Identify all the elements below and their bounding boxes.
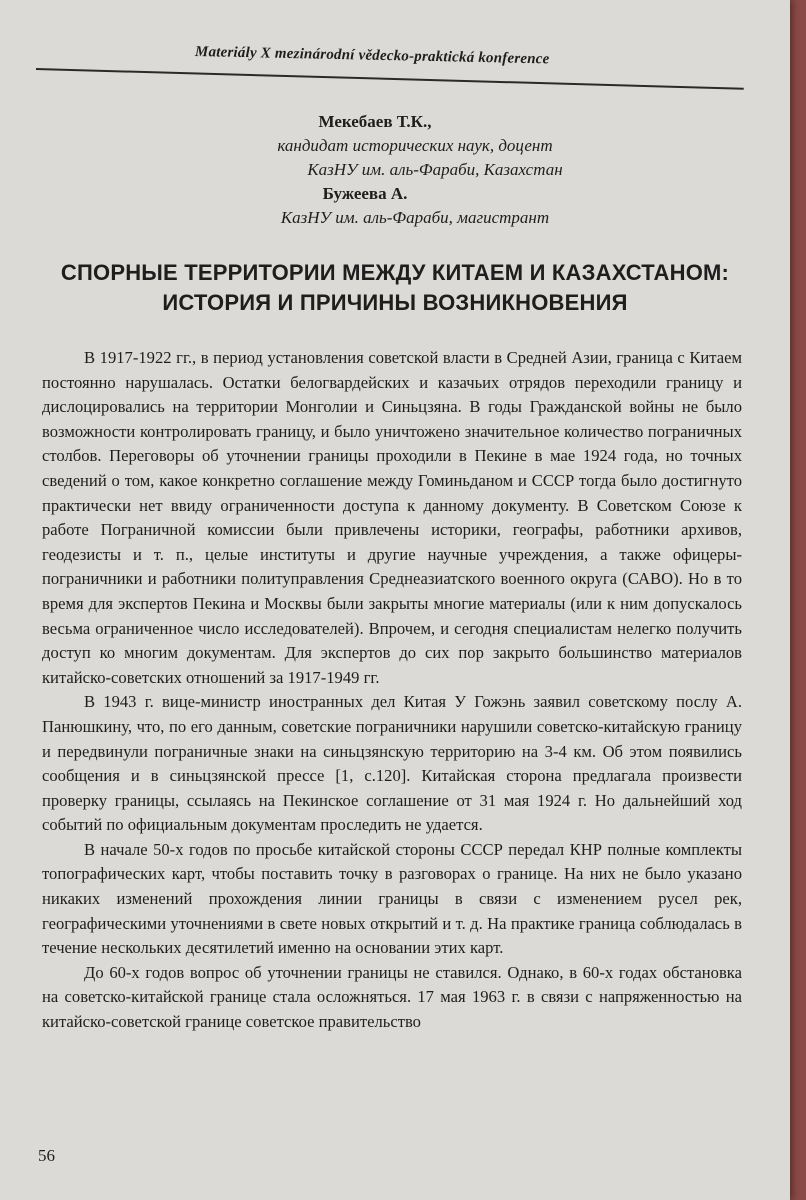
author1-degree: кандидат исторических наук, доцент: [277, 136, 553, 155]
article-title-line2: ИСТОРИЯ И ПРИЧИНЫ ВОЗНИКНОВЕНИЯ: [162, 290, 628, 315]
paragraph-3: В начале 50-х годов по просьбе китайской стороны СССР передал КНР полные комплекты топографических карт, чтобы поставить точку в разговорах о границе. На них не было указано никаких изменений прохождения линии границы в связи с изменением русел рек, географическими уточнениями в свете новых открытий и т. д. На практике граница соблюдалась в течение нескольких десятилетий именно на основании этих карт.: [42, 839, 742, 958]
author2-affiliation: КазНУ им. аль-Фараби, магистрант: [280, 208, 550, 227]
header-rule: [36, 68, 744, 90]
author1-affiliation: КазНУ им. аль-Фараби, Казахстан: [307, 160, 563, 179]
paragraph-4: До 60-х годов вопрос об уточнении границы не ставился. Однако, в 60-х годах обстановка на советско-китайской границе стала осложняться. 17 мая 1963 г. в связи с напряженностью на китайско-советской границе советское правительство: [42, 962, 742, 1032]
article-body: [42, 346, 742, 1035]
author1-name: Мекебаев Т.К.,: [318, 112, 432, 131]
page-number: 56: [38, 1146, 55, 1165]
paragraph-2: В 1943 г. вице-министр иностранных дел Китая У Гожэнь заявил советскому послу А. Панюшкину, что, по его данным, советские пограничники нарушили советско-китайскую границу и передвинули пограничные знаки на синьцзянскую территорию на 3-4 км. Об этом появились сообщения и в синьцзянской прессе [1, с.120]. Китайская сторона предлагала произвести проверку границы, ссылаясь на Пекинское соглашение от 31 мая 1924 г. Но дальнейший ход событий по официальным документам проследить не удается.: [42, 692, 742, 835]
article-title: [30, 258, 760, 318]
author2-name: Бужеева А.: [322, 184, 408, 203]
running-header: Materiály X mezinárodní vědecko-praktická konference: [194, 44, 550, 68]
author-block: [0, 110, 790, 230]
paragraph-1: В 1917-1922 гг., в период установления советской власти в Средней Азии, граница с Китаем постоянно нарушалась. Остатки белогвардейских и казачьих отрядов переходили границу и дислоцировались на территории Монголии и Синьцзяна. В годы Гражданской войны не было возможности контролировать границу, и было уничтожено значительное количество пограничных столбов. Переговоры об уточнении границы проходили в Пекине в мае 1924 года, но точных сведений о том, какое конкретно соглашение между Гоминьданом и СССР тогда было достигнуто практически нет ввиду ограниченности доступа к данному документу. В Советском Союзе к работе Пограничной комиссии были привлечены историки, географы, работники архивов, геодезисты и т. п., целые институты и другие научные учреждения, а также офицеры-пограничники и работники политуправления Среднеазиатского военного округа (САВО). Но в то время для экспертов Пекина и Москвы были закрыты многие материалы (или к ним допускалось весьма ограниченное число исследователей). Впрочем, и сегодня специалистам нелегко получить доступ ко многим документам. Для экспертов до сих пор закрыто большинство материалов китайско-советских отношений за 1917-1949 гг.: [42, 348, 742, 687]
article-title-line1: СПОРНЫЕ ТЕРРИТОРИИ МЕЖДУ КИТАЕМ И КАЗАХСТАНОМ:: [60, 260, 730, 285]
